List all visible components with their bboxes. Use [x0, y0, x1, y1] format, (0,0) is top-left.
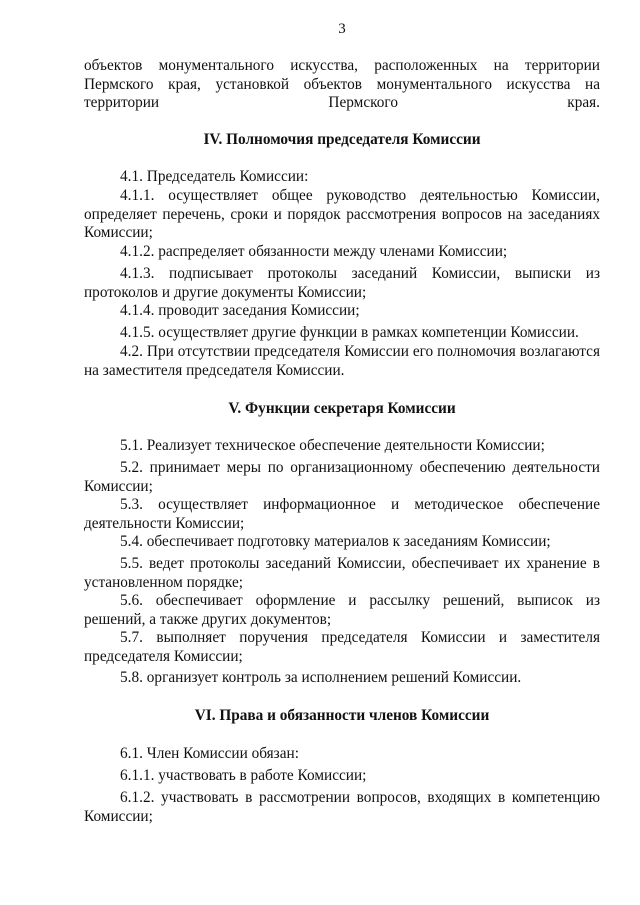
paragraph-5-6: 5.6. обеспечивает оформление и рассылку решений, выписок из решений, а также других документов;: [84, 592, 600, 628]
paragraph-5-2: 5.2. принимает меры по организационному обеспечению деятельности Комиссии;: [84, 459, 600, 495]
paragraph-6-1-1: 6.1.1. участвовать в работе Комиссии;: [120, 767, 367, 784]
paragraph-4-1-4: 4.1.4. проводит заседания Комиссии;: [120, 302, 360, 319]
section-heading-vi: VI. Права и обязанности членов Комиссии: [194, 707, 490, 724]
paragraph-6-1-2: 6.1.2. участвовать в рассмотрении вопросов, входящих в компетенцию Комиссии;: [84, 789, 600, 825]
paragraph-5-8: 5.8. организует контроль за исполнением решений Комиссии.: [120, 669, 522, 686]
section-heading-iv: IV. Полномочия председателя Комиссии: [203, 131, 481, 148]
paragraph-4-1-1: 4.1.1. осуществляет общее руководство деятельностью Комиссии, определяет перечень, сроки и порядок рассмотрения вопросов на заседаниях Комиссии;: [84, 187, 600, 241]
paragraph-5-7: 5.7. выполняет поручения председателя Комиссии и заместителя председателя Комиссии;: [84, 629, 600, 665]
paragraph-4-1: 4.1. Председатель Комиссии:: [120, 168, 309, 185]
paragraph-5-5: 5.5. ведет протоколы заседаний Комиссии, обеспечивает их хранение в установленном порядке;: [84, 555, 600, 591]
paragraph-5-1: 5.1. Реализует техническое обеспечение деятельности Комиссии;: [120, 437, 545, 454]
paragraph-4-1-3: 4.1.3. подписывает протоколы заседаний Комиссии, выписки из протоколов и другие документы Комиссии;: [84, 265, 600, 301]
intro-paragraph: объектов монументального искусства, расположенных на территории Пермского края, установкой объектов монументального искусства на территории Пермского края.: [84, 57, 600, 111]
paragraph-5-3: 5.3. осуществляет информационное и методическое обеспечение деятельности Комиссии;: [84, 496, 600, 532]
paragraph-6-1: 6.1. Член Комиссии обязан:: [120, 745, 299, 762]
paragraph-4-1-2: 4.1.2. распределяет обязанности между членами Комиссии;: [120, 243, 508, 260]
page-number: 3: [338, 21, 346, 37]
paragraph-4-2: 4.2. При отсутствии председателя Комиссии его полномочия возлагаются на заместителя председателя Комиссии.: [84, 343, 600, 379]
paragraph-5-4: 5.4. обеспечивает подготовку материалов к заседаниям Комиссии;: [120, 533, 551, 550]
section-heading-v: V. Функции секретаря Комиссии: [228, 400, 456, 417]
paragraph-4-1-5: 4.1.5. осуществляет другие функции в рамках компетенции Комиссии.: [120, 324, 579, 341]
